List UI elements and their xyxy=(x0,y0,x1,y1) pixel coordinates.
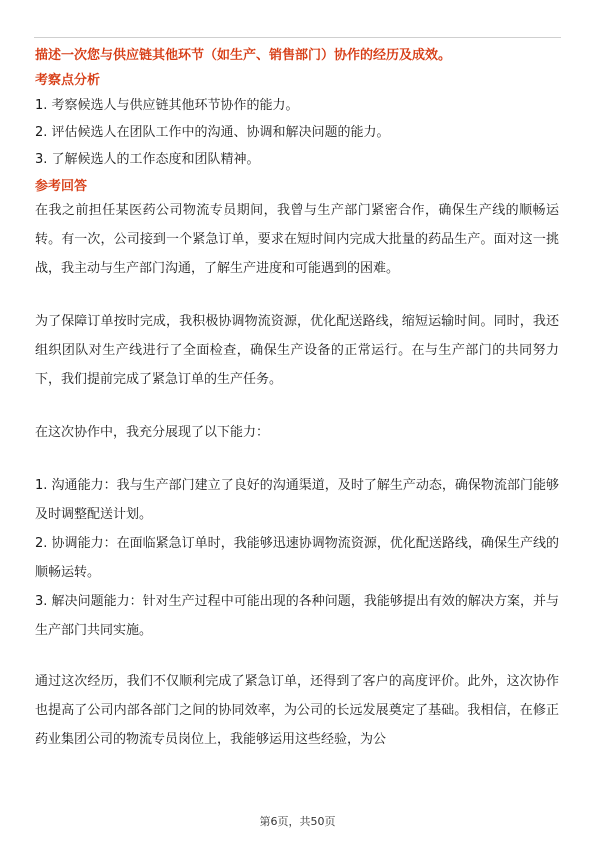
answer-heading: 参考回答 xyxy=(35,179,88,194)
ability-item: 1. 沟通能力：我与生产部门建立了良好的沟通渠道，及时了解生产动态，确保物流部门能够及时调整配送计划。 xyxy=(35,478,559,522)
analysis-heading: 考察点分析 xyxy=(35,73,101,88)
document-body xyxy=(35,46,559,754)
page-number: 第6页，共50页 xyxy=(259,815,336,828)
analysis-point: 1. 考察候选人与供应链其他环节协作的能力。 xyxy=(35,98,299,113)
answer-paragraph: 在我之前担任某医药公司物流专员期间，我曾与生产部门紧密合作，确保生产线的顺畅运转。有一次，公司接到一个紧急订单，要求在短时间内完成大批量的药品生产。面对这一挑战，我主动与生产部门沟通，了解生产进度和可能遇到的困难。 xyxy=(35,203,559,276)
analysis-point: 3. 了解候选人的工作态度和团队精神。 xyxy=(35,152,260,167)
ability-item: 2. 协调能力：在面临紧急订单时，我能够迅速协调物流资源，优化配送路线，确保生产线的顺畅运转。 xyxy=(35,536,559,580)
answer-paragraph: 通过这次经历，我们不仅顺利完成了紧急订单，还得到了客户的高度评价。此外，这次协作也提高了公司内部各部门之间的协同效率，为公司的长远发展奠定了基础。我相信，在修正药业集团公司的物流专员岗位上，我能够运用这些经验，为公 xyxy=(35,674,559,747)
answer-paragraph: 为了保障订单按时完成，我积极协调物流资源，优化配送路线，缩短运输时间。同时，我还组织团队对生产线进行了全面检查，确保生产设备的正常运行。在与生产部门的共同努力下，我们提前完成了紧急订单的生产任务。 xyxy=(35,314,559,387)
ability-item: 3. 解决问题能力：针对生产过程中可能出现的各种问题，我能够提出有效的解决方案，并与生产部门共同实施。 xyxy=(35,594,559,638)
analysis-point: 2. 评估候选人在团队工作中的沟通、协调和解决问题的能力。 xyxy=(35,125,390,140)
question-title: 描述一次您与供应链其他环节（如生产、销售部门）协作的经历及成效。 xyxy=(35,48,452,63)
header-divider xyxy=(34,37,561,38)
answer-paragraph: 在这次协作中，我充分展现了以下能力： xyxy=(35,425,270,440)
